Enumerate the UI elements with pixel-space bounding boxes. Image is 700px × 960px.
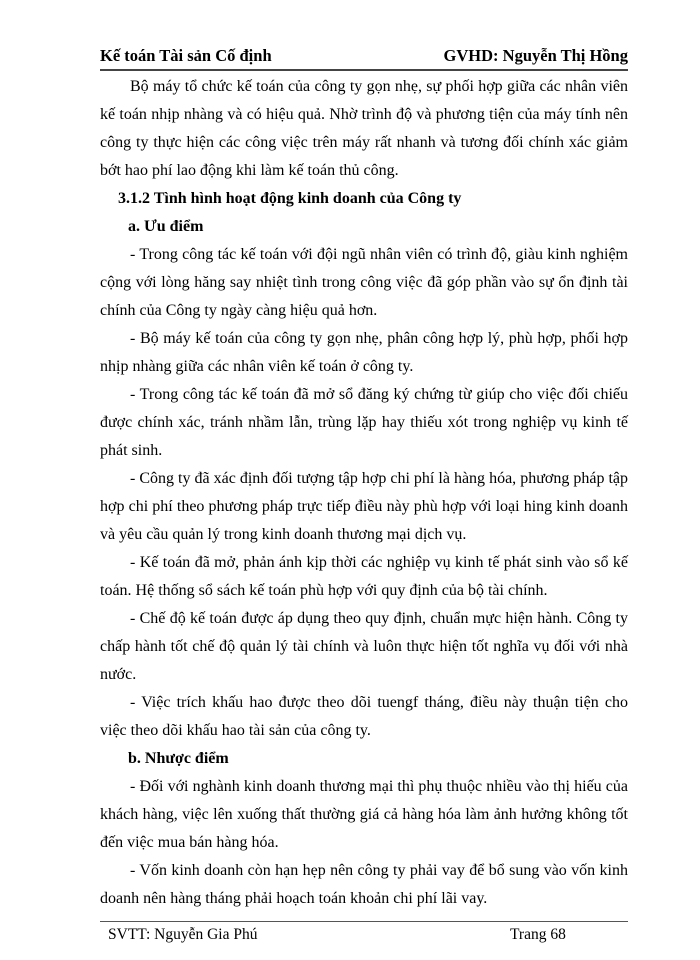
document-body <box>100 73 628 913</box>
paragraph: - Trong công tác kế toán với đội ngũ nhân viên có trình độ, giàu kinh nghiệm cộng với lòng hăng say nhiệt tình trong công việc đã góp phần vào sự ổn định tài chính của Công ty ngày càng hiệu quả hơn. <box>100 246 628 319</box>
subheading-disadvantages: b. Nhược điểm <box>128 750 229 767</box>
paragraph: Bộ máy tổ chức kế toán của công ty gọn nhẹ, sự phối hợp giữa các nhân viên kế toán nhịp nhàng và có hiệu quả. Nhờ trình độ và phương tiện của máy tính nên công ty thực hiện các công việc trên máy rất nhanh và tương đối chính xác giảm bớt hao phí lao động khi làm kế toán thủ công. <box>100 78 628 179</box>
subheading-advantages: a. Ưu điểm <box>128 218 204 235</box>
section-heading: 3.1.2 Tình hình hoạt động kinh doanh của Công ty <box>118 190 462 207</box>
footer-student: SVTT: Nguyễn Gia Phú <box>108 926 258 943</box>
paragraph: - Đối với nghành kinh doanh thương mại thì phụ thuộc nhiều vào thị hiếu của khách hàng, việc lên xuống thất thường giá cả hàng hóa làm ảnh hưởng không tốt đến việc mua bán hàng hóa. <box>100 778 628 851</box>
page-header <box>100 38 628 71</box>
paragraph: - Kế toán đã mở, phản ánh kịp thời các nghiệp vụ kinh tế phát sinh vào sổ kế toán. Hệ thống sổ sách kế toán phù hợp với quy định của bộ tài chính. <box>100 554 628 599</box>
paragraph: - Trong công tác kế toán đã mở sổ đăng ký chứng từ giúp cho việc đối chiếu được chính xác, tránh nhầm lẫn, trùng lặp hay thiếu xót trong nghiệp vụ kinh tế phát sinh. <box>100 386 628 459</box>
header-title: Kế toán Tài sản Cố định <box>100 46 272 65</box>
paragraph: - Công ty đã xác định đối tượng tập hợp chi phí là hàng hóa, phương pháp tập hợp chi phí theo phương pháp trực tiếp điều này phù hợp với loại hing kinh doanh và yêu cầu quản lý trong kinh doanh thương mại dịch vụ. <box>100 470 628 543</box>
paragraph: - Vốn kinh doanh còn hạn hẹp nên công ty phải vay để bổ sung vào vốn kinh doanh nên hàng tháng phải hoạch toán khoản chi phí lãi vay. <box>100 862 628 907</box>
page-footer <box>100 921 628 945</box>
document-page <box>100 0 628 945</box>
paragraph: - Việc trích khấu hao được theo dõi tuengf tháng, điều này thuận tiện cho việc theo dõi khấu hao tài sản của công ty. <box>100 694 628 739</box>
paragraph: - Bộ máy kế toán của công ty gọn nhẹ, phân công hợp lý, phù hợp, phối hợp nhịp nhàng giữa các nhân viên kế toán ở công ty. <box>100 330 628 375</box>
paragraph: - Chế độ kế toán được áp dụng theo quy định, chuẩn mực hiện hành. Công ty chấp hành tốt chế độ quản lý tài chính và luôn thực hiện tốt nghĩa vụ đối với nhà nước. <box>100 610 628 683</box>
page-number: Trang 68 <box>510 926 566 943</box>
header-supervisor: GVHD: Nguyễn Thị Hồng <box>443 46 628 65</box>
